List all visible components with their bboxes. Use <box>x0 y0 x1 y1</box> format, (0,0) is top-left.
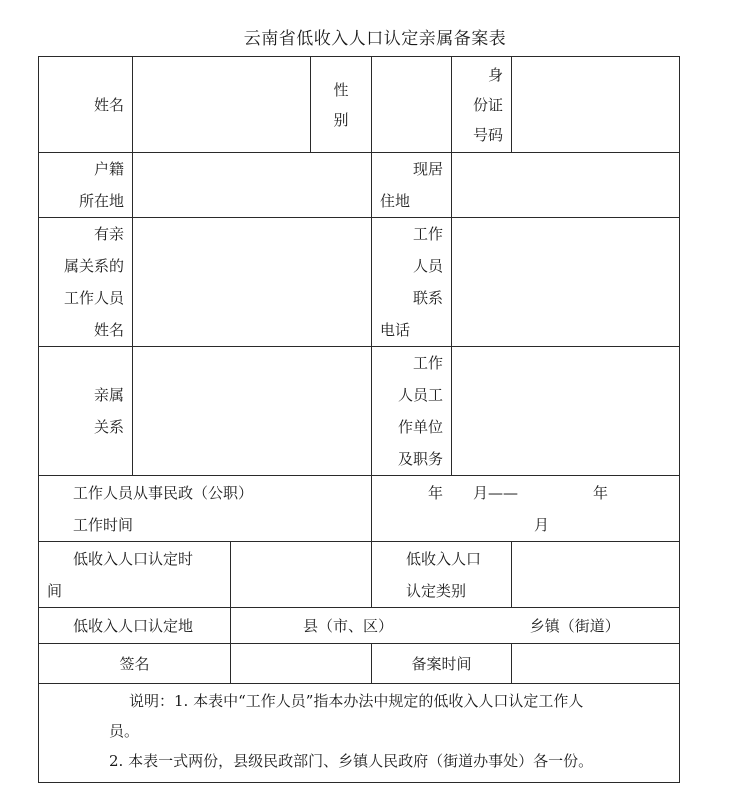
worker-unit-field[interactable] <box>452 347 680 476</box>
confirm-type-label: 低收入人口 认定类别 <box>372 542 512 608</box>
confirm-time-field[interactable] <box>231 542 372 608</box>
worker-phone-label: 工作 人员 联系 电话 <box>372 218 452 347</box>
notes-cell <box>39 684 680 783</box>
worker-unit-label: 工作 人员工 作单位 及职务 <box>372 347 452 476</box>
note-line-2: 员。 <box>109 722 140 740</box>
signature-field[interactable] <box>231 644 372 684</box>
note-line-1: 说明：1. 本表中“工作人员”指本办法中规定的低收入人口认定工作人 <box>129 692 584 710</box>
signature-label: 签名 <box>39 644 231 684</box>
residence-label: 现居 住地 <box>372 153 452 218</box>
filing-form-table <box>38 56 680 783</box>
worker-name-label: 有亲 属关系的 工作人员 姓名 <box>39 218 133 347</box>
id-number-label: 身 份证 号码 <box>452 57 512 153</box>
name-field[interactable] <box>133 57 311 153</box>
filing-time-label: 备案时间 <box>372 644 512 684</box>
relation-field[interactable] <box>133 347 372 476</box>
work-time-month: 月 <box>534 515 550 534</box>
form-title: 云南省低收入人口认定亲属备案表 <box>243 29 507 49</box>
work-time-range: 年 月—— 年 <box>428 483 609 502</box>
hukou-field[interactable] <box>133 153 372 218</box>
work-time-label: 工作人员从事民政（公职） 工作时间 <box>39 476 372 542</box>
confirm-type-field[interactable] <box>512 542 680 608</box>
filing-time-field[interactable] <box>512 644 680 684</box>
township-text: 乡镇（街道） <box>529 616 620 635</box>
confirm-place-label: 低收入人口认定地 <box>39 608 231 644</box>
gender-label: 性 别 <box>311 57 372 153</box>
work-time-field[interactable] <box>372 476 680 542</box>
note-line-3: 2. 本表一式两份，县级民政部门、乡镇人民政府（街道办事处）各一份。 <box>109 752 594 770</box>
confirm-place-field[interactable] <box>231 608 680 644</box>
worker-name-field[interactable] <box>133 218 372 347</box>
name-label: 姓名 <box>39 57 133 153</box>
confirm-time-label: 低收入人口认定时 间 <box>39 542 231 608</box>
residence-field[interactable] <box>452 153 680 218</box>
id-number-field[interactable] <box>512 57 680 153</box>
gender-field[interactable] <box>372 57 452 153</box>
relation-label: 亲属 关系 <box>39 347 133 476</box>
worker-phone-field[interactable] <box>452 218 680 347</box>
county-text: 县（市、区） <box>303 616 394 635</box>
hukou-label: 户籍 所在地 <box>39 153 133 218</box>
